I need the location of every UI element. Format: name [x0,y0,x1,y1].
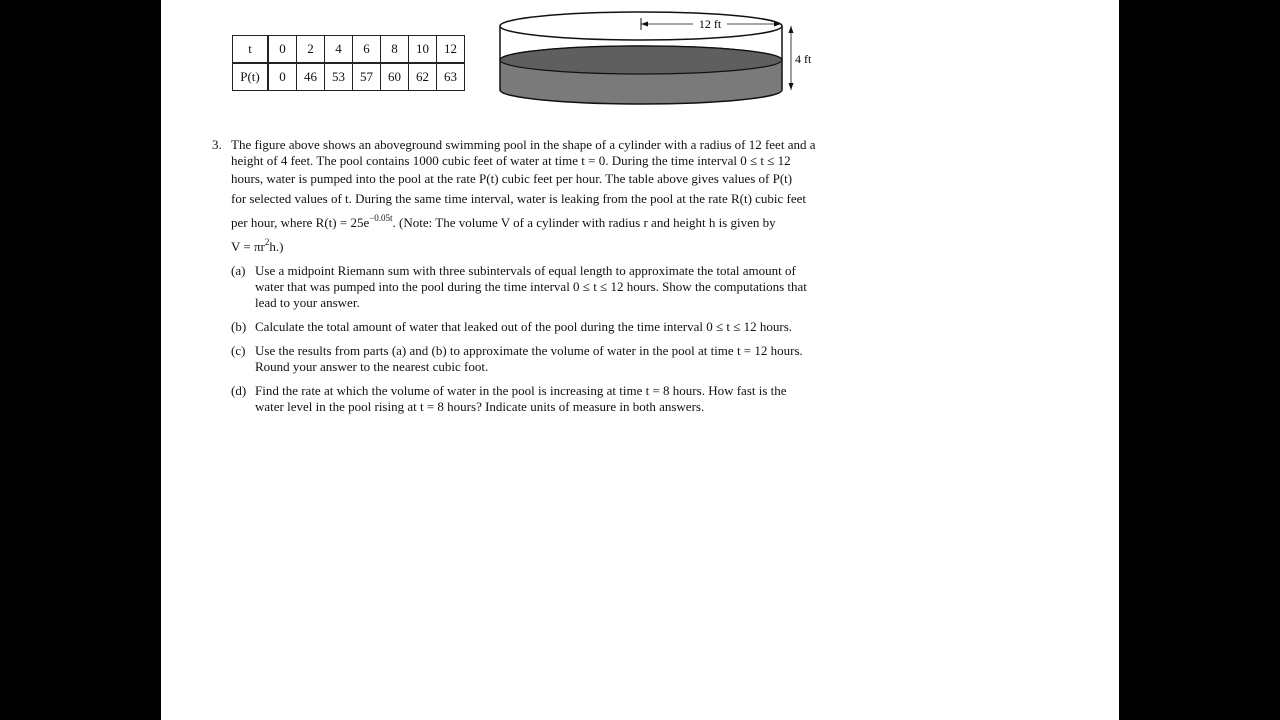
table-row-p [233,63,465,91]
table-cell: 63 [437,63,465,91]
part-d-line-2: water level in the pool rising at t = 8 hours? Indicate units of measure in both answers. [255,399,705,414]
table-cell: 10 [409,36,437,64]
rate-exponent: −0.05t [369,213,393,223]
intro-line-2: height of 4 feet. The pool contains 1000 cubic feet of water at time t = 0. During the time interval 0 ≤ t ≤ 12 [231,153,791,168]
volume-note: . (Note: The volume V of a cylinder with radius r and height h is given by [392,215,776,230]
table-cell: 62 [409,63,437,91]
part-d-line-1: Find the rate at which the volume of water in the pool is increasing at time t = 8 hours. How fast is the [255,383,787,398]
table-cell: 4 [325,36,353,64]
part-a-line-3: lead to your answer. [255,295,360,310]
table-cell: 6 [353,36,381,64]
table-cell: 46 [297,63,325,91]
radius-arrow-left [641,22,648,27]
table-header-p: P(t) [233,63,269,91]
table-cell: 2 [297,36,325,64]
part-a-label: (a) [231,263,246,278]
volume-formula-end: h.) [269,239,284,254]
part-d-label: (d) [231,383,247,398]
intro-line-5 [231,215,776,232]
table-cell: 53 [325,63,353,91]
rate-table [232,35,465,91]
part-c-label: (c) [231,343,246,358]
part-a-line-1: Use a midpoint Riemann sum with three subintervals of equal length to approximate the total amount of [255,263,796,278]
pool-cylinder-figure [495,6,825,110]
table-cell: 0 [268,36,297,64]
intro-line-3: hours, water is pumped into the pool at the rate P(t) cubic feet per hour. The table above gives values of P(t) [231,171,793,186]
height-arrow-bottom [789,83,794,90]
table-cell: 12 [437,36,465,64]
intro-line-1: The figure above shows an aboveground swimming pool in the shape of a cylinder with a radius of 12 feet and a [231,137,816,152]
volume-formula: V = πr [231,239,265,254]
height-label: 4 ft [795,52,812,66]
part-b-line-1: Calculate the total amount of water that leaked out of the pool during the time interval 0 ≤ t ≤ 12 hours. [255,319,793,334]
intro-line-6 [231,239,283,256]
radius-label: 12 ft [698,17,722,31]
table-cell: 0 [268,63,297,91]
part-b-label: (b) [231,319,247,334]
water-surface [500,46,782,74]
part-a-line-2: water that was pumped into the pool during the time interval 0 ≤ t ≤ 12 hours. Show the computations that [255,279,807,294]
table-cell: 60 [381,63,409,91]
height-arrow-top [789,26,794,33]
part-c-line-1: Use the results from parts (a) and (b) to approximate the volume of water in the pool at time t = 12 hours. [255,343,803,358]
problem-number: 3. [212,137,222,152]
rate-formula: per hour, where R(t) = 25e [231,215,370,230]
table-cell: 57 [353,63,381,91]
table-cell: 8 [381,36,409,64]
document-page [161,0,1119,720]
table-row-t [233,36,465,64]
table-header-t: t [233,36,269,64]
part-c-line-2: Round your answer to the nearest cubic foot. [255,359,489,374]
intro-line-4: for selected values of t. During the same time interval, water is leaking from the pool at the rate R(t) cubic feet [231,191,807,206]
volume-exponent: 2 [264,237,270,247]
